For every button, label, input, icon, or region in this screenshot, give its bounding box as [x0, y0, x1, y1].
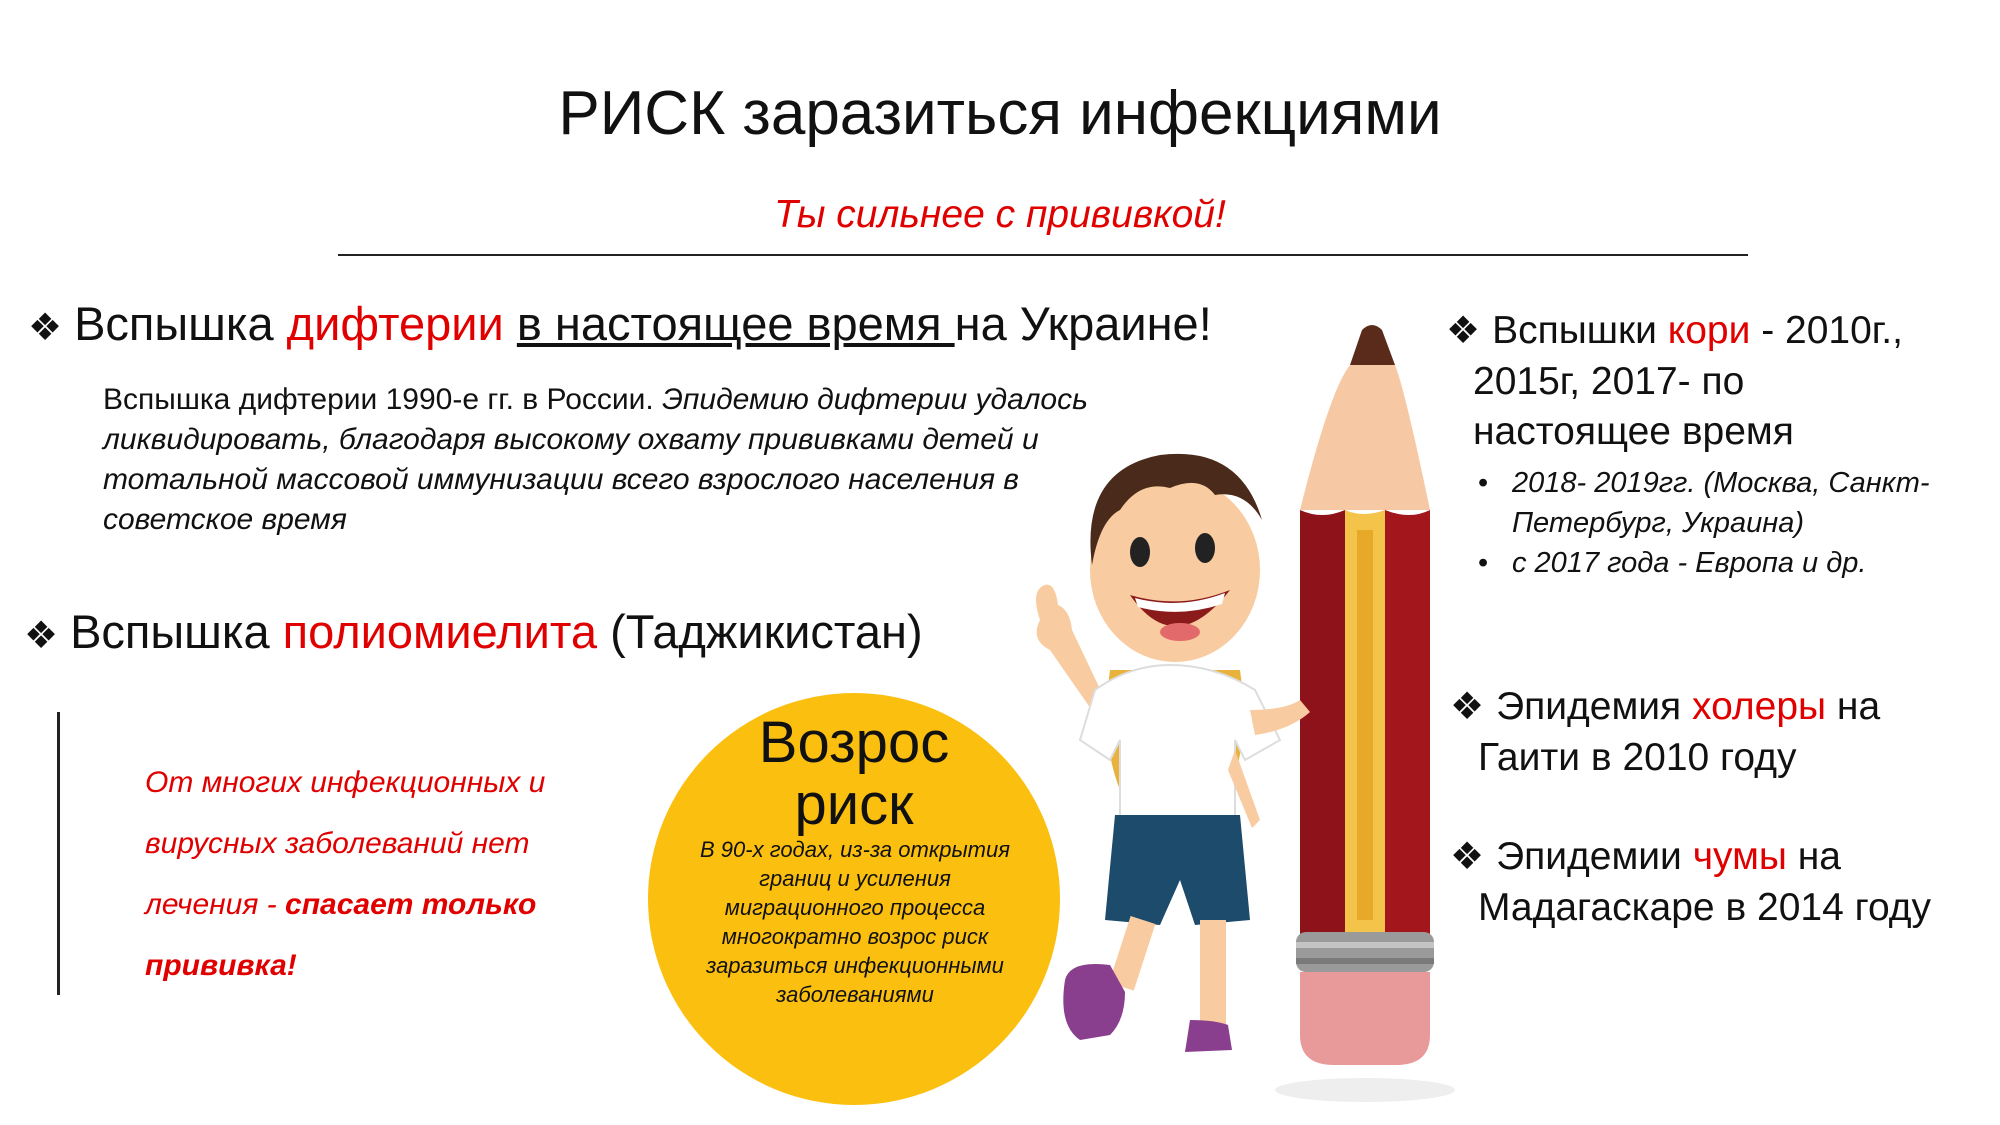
plague-disease: чумы — [1692, 835, 1787, 878]
cholera-pre: Эпидемия — [1496, 685, 1693, 728]
diphtheria-disease: дифтерии — [286, 297, 504, 350]
diphtheria-now: в настоящее время — [516, 297, 955, 350]
cholera-bullet — [1450, 682, 1880, 783]
page-title: РИСК заразиться инфекциями — [558, 79, 1442, 148]
diamond-bullet-icon: ❖ — [24, 615, 59, 657]
plague-bullet — [1450, 832, 1931, 933]
measles-bullet — [1446, 306, 1903, 458]
title-divider — [338, 254, 1748, 256]
risk-heading-line-2: риск — [794, 772, 914, 837]
vaccination-quote — [145, 752, 595, 996]
diphtheria-history — [103, 380, 1113, 540]
polio-bullet — [24, 606, 923, 658]
list-item: • 2018- 2019гг. (Москва, Санкт-Петербург, Украина) — [1478, 463, 1998, 543]
risk-heading — [648, 712, 1060, 836]
measles-line-1-post: - 2010г., — [1750, 309, 1903, 352]
page-subtitle: Ты сильнее с прививкой! — [774, 193, 1226, 236]
polio-disease: полиомиелита — [282, 605, 598, 658]
diamond-bullet-icon: ❖ — [1446, 310, 1481, 352]
polio-pre: Вспышка — [70, 605, 283, 658]
plague-pre: Эпидемии — [1496, 835, 1693, 878]
list-item: • с 2017 года - Европа и др. — [1478, 543, 1998, 583]
history-normal: Вспышка дифтерии 1990-е гг. в России. — [103, 383, 663, 416]
measles-pre: Вспышки — [1492, 309, 1668, 352]
polio-post: (Таджикистан) — [597, 605, 923, 658]
diamond-bullet-icon: ❖ — [28, 307, 63, 349]
measles-disease: кори — [1667, 309, 1751, 352]
quote-bold: спасает только прививка! — [145, 888, 537, 982]
boy-icon — [1036, 454, 1310, 1052]
plague-line-2: Мадагаскаре в 2014 году — [1478, 885, 1932, 929]
pencil-boy-illustration — [1000, 320, 1470, 1120]
measles-line-3: настоящее время — [1473, 410, 1794, 454]
risk-text: В 90-х годах, из-за открытия границ и усиления миграционного процесса многократно возрос риск заразиться инфекционными заболеваниями — [700, 837, 1010, 1007]
diphtheria-post: на Украине! — [954, 297, 1212, 350]
diphtheria-pre: Вспышка — [74, 297, 287, 350]
measles-outbreaks-list — [1478, 463, 1998, 583]
cholera-disease: холеры — [1692, 685, 1827, 728]
measles-line-2: 2015г, 2017- по — [1473, 359, 1745, 403]
diamond-bullet-icon: ❖ — [1450, 836, 1485, 878]
diamond-bullet-icon: ❖ — [1450, 686, 1485, 728]
history-italic: Эпидемию дифтерии удалось ликвидировать, благодаря высокому охвату прививками детей и тотальной массовой иммунизации всего взрослого населения в советское время — [103, 383, 1088, 536]
quote-italic: От многих инфекционных и вирусных заболеваний нет лечения - — [145, 766, 546, 921]
quote-bar — [57, 712, 60, 995]
cholera-line-2: Гаити в 2010 году — [1478, 735, 1797, 779]
plague-post: на — [1786, 835, 1841, 878]
cholera-post: на — [1826, 685, 1881, 728]
risk-heading-line-1: Возрос — [758, 710, 950, 775]
